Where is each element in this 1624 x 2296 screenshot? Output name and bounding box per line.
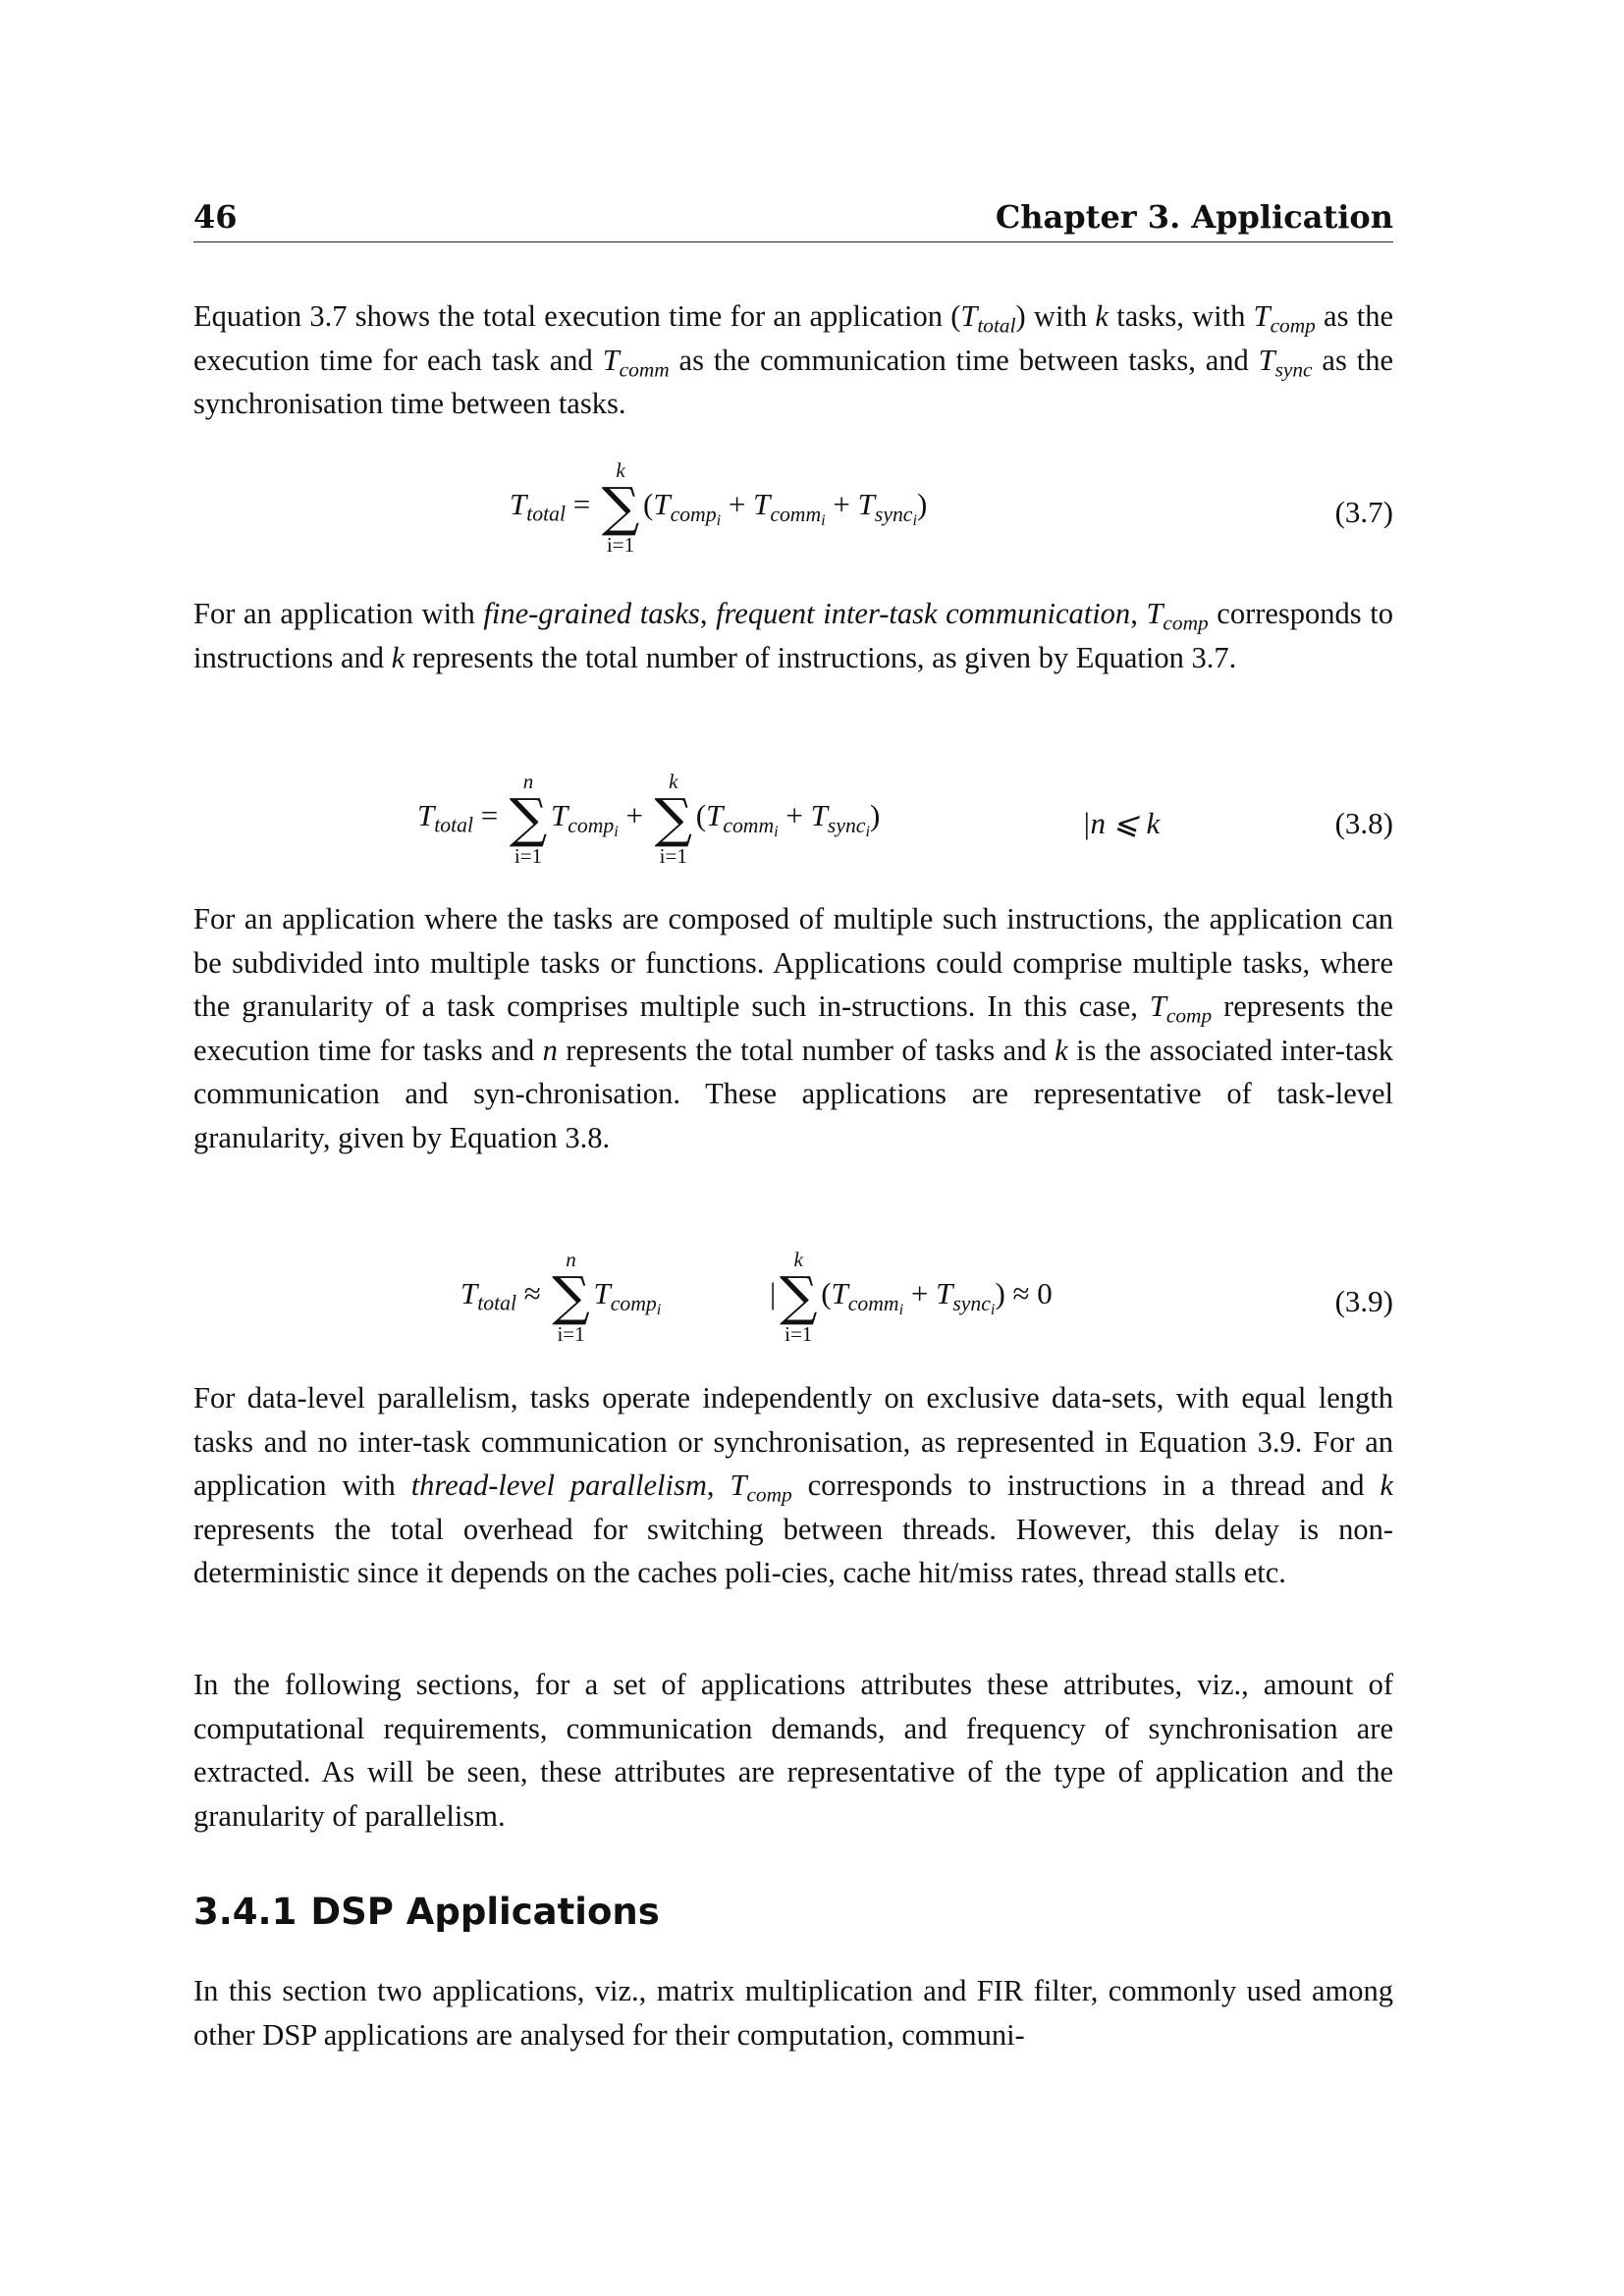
summation-symbol: k ∑ i=1	[654, 770, 693, 868]
running-header	[193, 198, 1393, 242]
paragraph-eq37-intro: Equation 3.7 shows the total execution time for an application $(T_{total})$ with k tasks, with $T_{comp}$ as the execution time for each task and $T_{comm}$ as the communication time between tasks, and $T_{sync}$ as the synchronisation time between tasks.	[193, 299, 1393, 420]
summation-symbol: k ∑ i=1	[779, 1248, 818, 1346]
equation-number: (3.8)	[1334, 806, 1393, 840]
paragraph-dsp-intro: In this section two applications, viz., matrix multiplication and FIR filter, commonly used among other DSP applications are analysed for their computation, communi-	[193, 1974, 1393, 2052]
equation-number: (3.9)	[1334, 1284, 1393, 1318]
equation-number: (3.7)	[1334, 495, 1393, 529]
section-number: 3.4.1	[193, 1891, 298, 1933]
chapter-title: Chapter 3. Application	[995, 198, 1393, 236]
page-number: 46	[193, 198, 238, 236]
summation-symbol: k ∑ i=1	[601, 458, 640, 557]
summation-symbol: n ∑ i=1	[509, 770, 548, 868]
equation-condition: |n ⩽ k	[1082, 806, 1161, 840]
equation-3-9: $T_{total}$ ≈ n ∑ i=1 $T_{comp_i}$ | k ∑ i=1 $(T_{comm_i} + T_{sync_i}) \approx 0$ (3.9)	[460, 1248, 1393, 1346]
paragraph-data-level: For data-level parallelism, tasks operate independently on exclusive data-sets, with equal length tasks and no inter-task communication or synchronisation, as represented in Equation 3.9. For an application with thread-level parallelism, $T_{comp}$ corresponds to instructions in a thread and k represents the total overhead for switching between threads. However, this delay is non-deterministic since it depends on the caches poli-cies, cache hit/miss rates, thread stalls etc.	[193, 1381, 1394, 1589]
equation-3-8: $T_{total}$ = n ∑ i=1 $T_{comp_i}$ + k ∑ i=1 $(T_{comm_i} + T_{sync_i})$ |n ⩽ k (3.8)	[417, 770, 1393, 868]
section-heading	[193, 1891, 660, 1933]
section-title: DSP Applications	[310, 1891, 660, 1933]
equation-3-7: $T_{total}$ = k ∑ i=1 $(T_{comp_i} + T_{comm_i} + T_{sync_i})$ (3.7)	[510, 458, 1393, 557]
paragraph-following-sections: In the following sections, for a set of applications attributes these attributes, viz., amount of computational requirements, communication demands, and frequency of synchronisation are extracted. As will be seen, these attributes are representative of the type of application and the granularity of parallelism.	[193, 1668, 1393, 1833]
paragraph-task-level: For an application where the tasks are composed of multiple such instructions, the application can be subdivided into multiple tasks or functions. Applications could comprise multiple tasks, where the granularity of a task comprises multiple such in-structions. In this case, $T_{comp}$ represents the execution time for tasks and n represents the total number of tasks and k is the associated inter-task communication and syn-chronisation. These applications are representative of task-level granularity, given by Equation 3.8.	[193, 902, 1393, 1154]
paragraph-fine-grained: For an application with fine-grained tasks, frequent inter-task communication, $T_{comp}$ corresponds to instructions and k represents the total number of instructions, as given by Equation 3.7.	[193, 597, 1394, 674]
summation-symbol: n ∑ i=1	[552, 1248, 590, 1346]
